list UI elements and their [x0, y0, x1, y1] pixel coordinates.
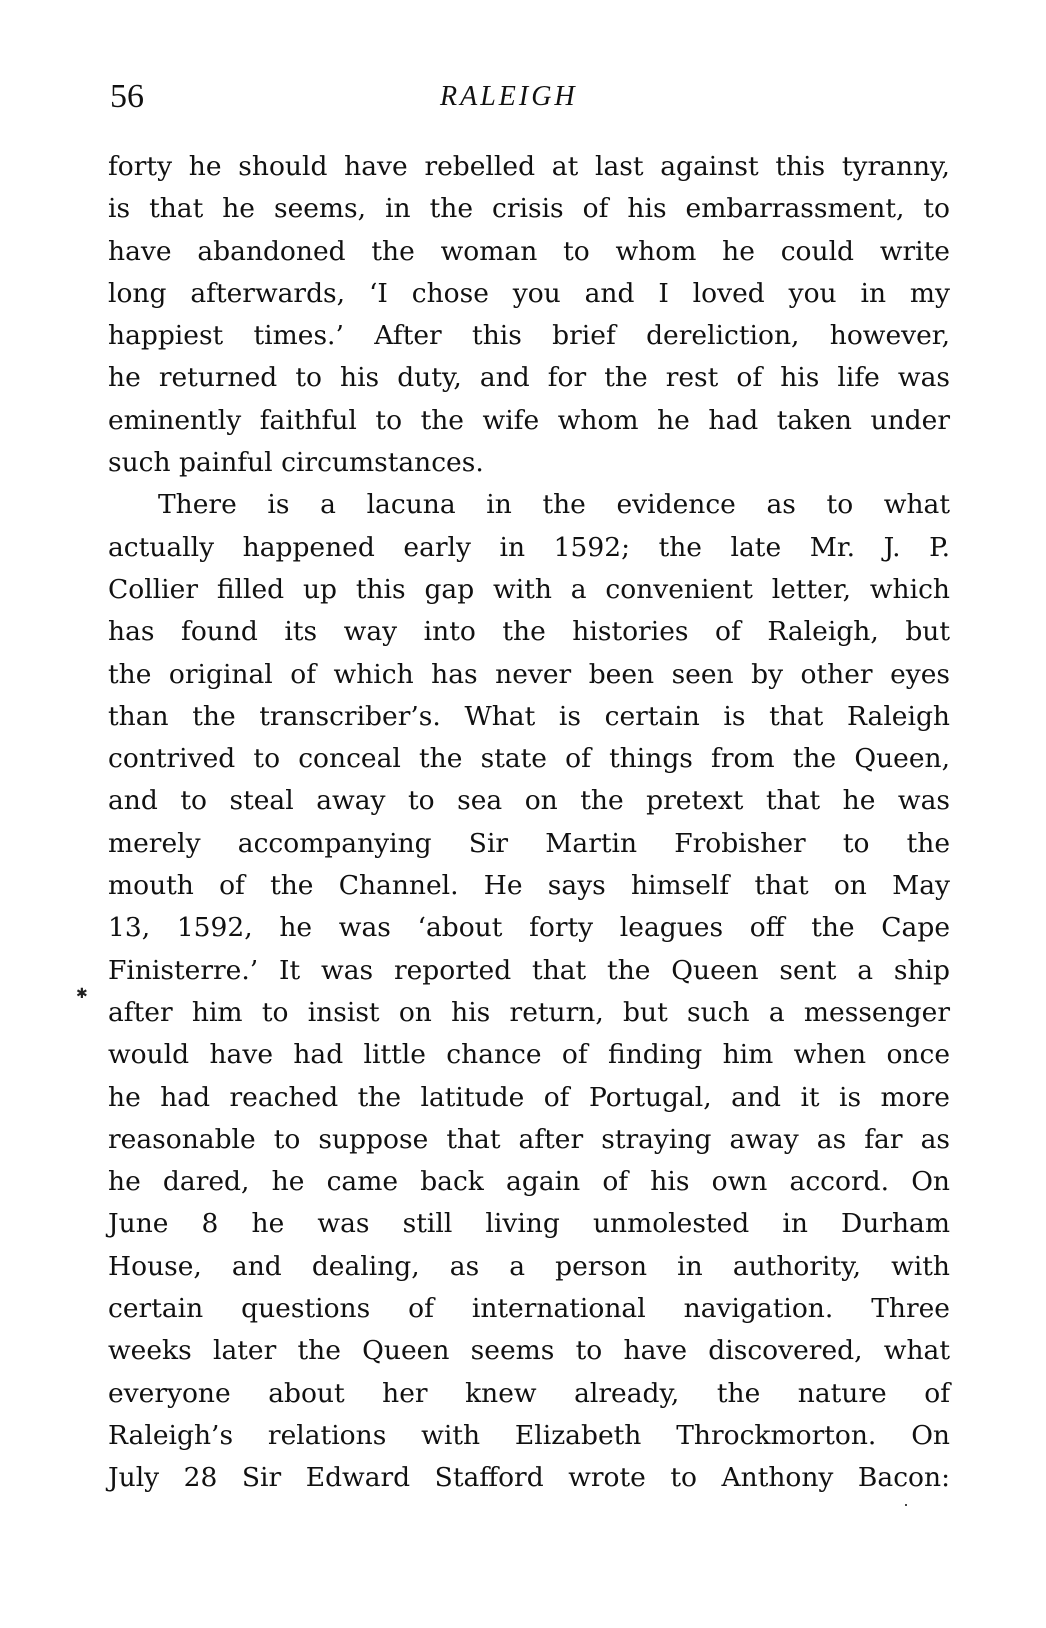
- text-line: Raleigh’s relations with Elizabeth Throckmorton. On: [108, 1419, 950, 1451]
- text-line: mouth of the Channel. He says himself that on May: [108, 870, 950, 902]
- page-number: 56: [110, 78, 144, 115]
- text-line: July 28 Sir Edward Stafford wrote to Anthony Bacon:: [108, 1462, 950, 1494]
- page-header: [110, 72, 950, 122]
- text-line: House, and dealing, as a person in authority, with: [108, 1250, 950, 1282]
- text-line: after him to insist on his return, but such a messenger: [108, 996, 950, 1028]
- text-line: everyone about her knew already, the nature of: [108, 1377, 950, 1409]
- text-line: is that he seems, in the crisis of his embarrassment, to: [108, 193, 950, 225]
- text-line: than the transcriber’s. What is certain is that Raleigh: [108, 700, 950, 732]
- text-line: merely accompanying Sir Martin Frobisher to the: [108, 827, 950, 859]
- text-line: June 8 he was still living unmolested in Durham: [108, 1208, 950, 1240]
- text-line: long afterwards, ‘I chose you and I loved you in my: [108, 277, 950, 309]
- text-line: Collier filled up this gap with a convenient letter, which: [108, 573, 950, 605]
- text-line: Finisterre.’ It was reported that the Queen sent a ship: [108, 954, 950, 986]
- ink-speck: [905, 1504, 907, 1506]
- running-title: RALEIGH: [440, 81, 578, 112]
- body-text: [108, 146, 950, 1500]
- text-line: reasonable to suppose that after straying away as far as: [108, 1123, 950, 1155]
- text-line: he returned to his duty, and for the rest of his life was: [108, 362, 950, 394]
- text-line: and to steal away to sea on the pretext that he was: [108, 785, 950, 817]
- text-line: has found its way into the histories of Raleigh, but: [108, 616, 950, 648]
- text-line: There is a lacuna in the evidence as to what: [158, 489, 950, 521]
- text-line: forty he should have rebelled at last against this tyranny,: [108, 151, 950, 182]
- text-line: contrived to conceal the state of things from the Queen,: [108, 743, 950, 775]
- text-line: have abandoned the woman to whom he could write: [108, 235, 950, 267]
- text-line: happiest times.’ After this brief dereliction, however,: [108, 320, 950, 352]
- text-line: weeks later the Queen seems to have discovered, what: [108, 1335, 950, 1367]
- text-line: actually happened early in 1592; the late Mr. J. P.: [108, 531, 950, 563]
- margin-ink-mark-icon: ✱: [76, 986, 88, 1002]
- paragraph: [108, 484, 950, 1499]
- text-line: would have had little chance of finding him when once: [108, 1039, 950, 1071]
- text-line: eminently faithful to the wife whom he had taken under: [108, 404, 950, 436]
- text-line: he had reached the latitude of Portugal, and it is more: [108, 1081, 950, 1113]
- text-line: he dared, he came back again of his own accord. On: [108, 1166, 950, 1198]
- text-line: the original of which has never been seen by other eyes: [108, 658, 950, 690]
- text-line: certain questions of international navigation. Three: [108, 1293, 950, 1325]
- paragraph: [108, 146, 950, 484]
- text-line: 13, 1592, he was ‘about forty leagues off the Cape: [108, 912, 950, 944]
- text-line: such painful circumstances.: [108, 447, 484, 479]
